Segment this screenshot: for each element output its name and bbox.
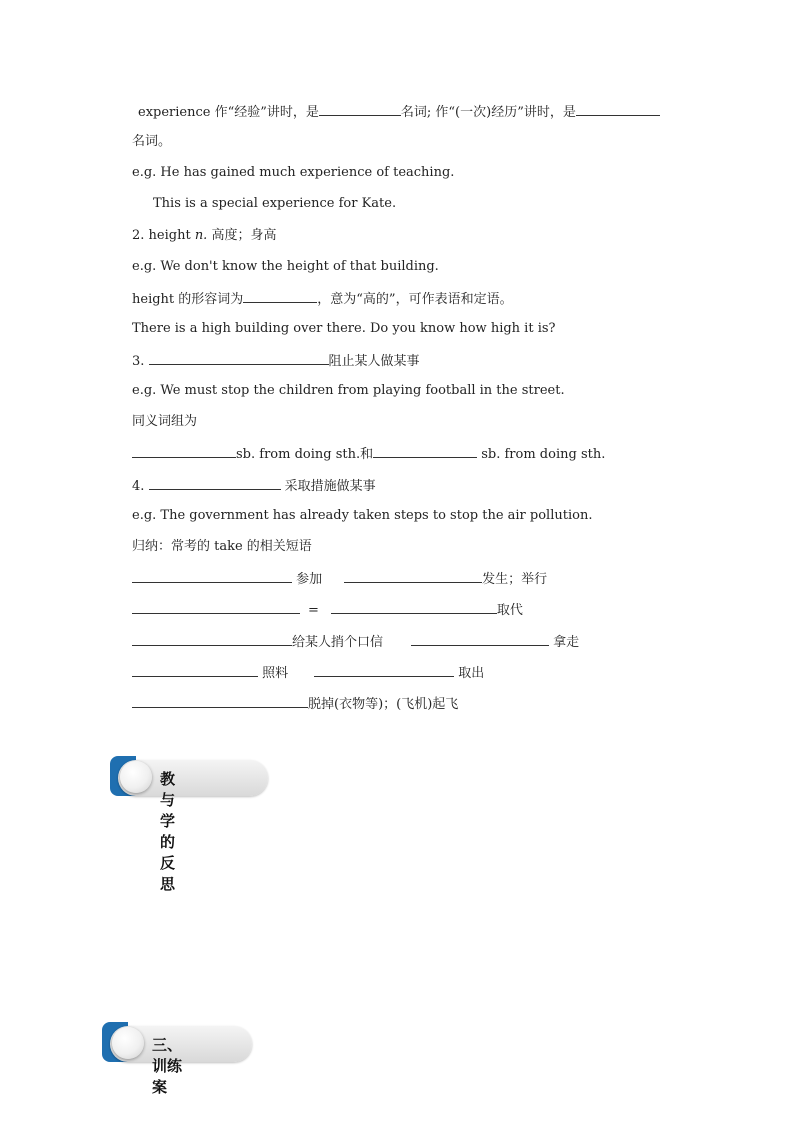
text: 名词。 — [132, 134, 172, 149]
text: e.g. We must stop the children from playing football in the street. — [132, 383, 565, 398]
section-title: 教与学的反思 — [160, 770, 176, 893]
text: 同义词组为 — [132, 414, 198, 429]
text-line — [132, 444, 605, 464]
section-title: 三、训练案 — [152, 1036, 183, 1096]
blank — [132, 600, 300, 614]
blank — [132, 444, 236, 458]
blank — [314, 663, 454, 677]
text-line — [132, 227, 276, 245]
blank — [132, 632, 292, 646]
text-line — [132, 413, 197, 431]
blank — [373, 444, 477, 458]
text-line — [132, 569, 547, 589]
blank — [576, 102, 660, 116]
blank — [132, 663, 258, 677]
text: 3. — [132, 354, 149, 369]
text: sb. from doing sth.和 — [236, 447, 374, 462]
text: 归纳：常考的 take 的相关短语 — [132, 539, 312, 554]
text: e.g. He has gained much experience of teaching. — [132, 165, 455, 180]
text: 脱掉(衣物等)；(飞机)起飞 — [308, 697, 459, 712]
text-line — [138, 102, 660, 122]
text: 参加 — [292, 572, 323, 587]
text: n. — [194, 228, 208, 243]
text: 拿走 — [549, 635, 580, 650]
text-line — [132, 538, 312, 556]
text: sb. from doing sth. — [477, 447, 606, 462]
text-line — [132, 320, 556, 338]
circle-icon — [120, 761, 152, 793]
text-line — [132, 133, 171, 151]
text: height 的形容词为 — [132, 292, 244, 307]
text-line — [132, 289, 513, 309]
text-line — [132, 632, 579, 652]
text: 名词; 作“(一次)经历”讲时，是 — [400, 105, 576, 120]
text: There is a high building over there. Do you know how high it is? — [132, 321, 556, 336]
blank — [132, 569, 292, 583]
blank — [344, 569, 482, 583]
text: experience 作“经验”讲时，是 — [138, 105, 319, 120]
text-line — [132, 351, 420, 371]
blank — [411, 632, 549, 646]
blank — [149, 476, 281, 490]
text: e.g. We don't know the height of that building. — [132, 259, 439, 274]
text: 取出 — [454, 666, 485, 681]
text: 2. height — [132, 228, 195, 243]
text-line — [132, 164, 454, 182]
blank — [319, 102, 401, 116]
text: This is a special experience for Kate. — [153, 196, 397, 211]
text: 高度；身高 — [207, 228, 277, 243]
blank — [331, 600, 497, 614]
text: e.g. The government has already taken steps to stop the air pollution. — [132, 508, 593, 523]
text: 照料 — [258, 666, 289, 681]
circle-icon — [112, 1027, 144, 1059]
text-line — [132, 600, 523, 620]
text: ，意为“高的”，可作表语和定语。 — [317, 292, 513, 307]
text-line — [132, 694, 458, 714]
blank — [132, 694, 308, 708]
text-line — [132, 663, 484, 683]
text: 给某人捎个口信 — [292, 635, 384, 650]
text-line — [132, 258, 439, 276]
text: = — [308, 603, 319, 618]
text-line — [132, 476, 376, 496]
text: 采取措施做某事 — [280, 479, 376, 494]
text-line — [132, 507, 592, 525]
text: 4. — [132, 479, 149, 494]
text: 发生；举行 — [482, 572, 548, 587]
blank — [149, 351, 329, 365]
blank — [243, 289, 317, 303]
text-line — [132, 382, 565, 400]
text: 阻止某人做某事 — [328, 354, 420, 369]
text-line — [153, 195, 396, 213]
text: 取代 — [496, 603, 523, 618]
